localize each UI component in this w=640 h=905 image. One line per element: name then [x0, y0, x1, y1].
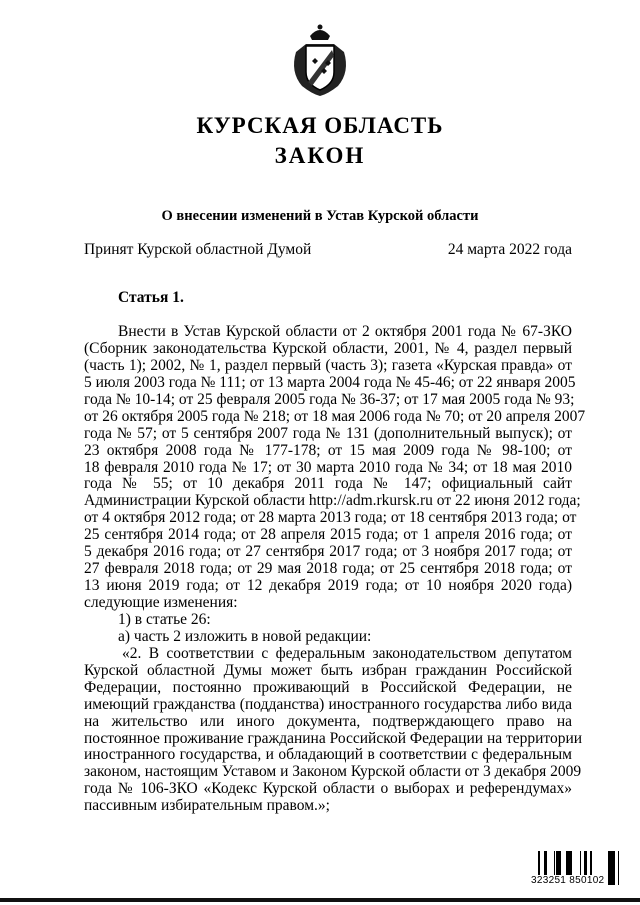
adopted-by: Принят Курской областной Думой [84, 241, 312, 258]
region-title: КУРСКАЯ ОБЛАСТЬ [196, 113, 444, 138]
text-line: года № 106-ЗКО «Кодекс Курской области о выборах и референдумах» [84, 780, 572, 798]
text-line: 5 декабря 2016 года; от 27 сентября 2017 года; от 3 ноября 2017 года; от [84, 543, 572, 561]
text-line: 18 февраля 2010 года № 17; от 30 марта 2010 года № 34; от 18 мая 2010 [84, 458, 572, 476]
text-line: 13 июня 2019 года; от 12 декабря 2019 года; от 10 ноября 2020 года) [84, 577, 572, 595]
article-heading: Статья 1. [118, 289, 184, 306]
text-line: имеющий гражданства (подданства) иностранного государства либо вида [84, 695, 572, 713]
text-line: от 4 октября 2012 года; от 28 марта 2013 года; от 18 сентября 2013 года; от [84, 509, 577, 527]
document-type: ЗАКОН [274, 143, 366, 168]
barcode-bar [611, 851, 612, 885]
law-title: О внесении изменений в Устав Курской области [161, 208, 479, 224]
text-line: законом, настоящим Уставом и Законом Курской области от 3 декабря 2009 [84, 763, 582, 781]
text-line: на жительство или иного документа, подтверждающего право на [84, 712, 572, 730]
text-line: «2. В соответствии с федеральным законодательством депутатом [122, 644, 572, 662]
barcode-bar [612, 851, 615, 885]
text-line: 25 сентября 2014 года; от 28 апреля 2015 года; от 1 апреля 2016 года; от [84, 526, 572, 544]
text-line: 5 июля 2003 года № 111; от 13 марта 2004 года № 45-46; от 22 января 2005 [84, 373, 576, 391]
text-line: (часть 1); 2002, № 1, раздел первый (часть 3); газета «Курская правда» от [84, 356, 572, 374]
text-line: пассивным избирательным правом.»; [84, 797, 330, 815]
barcode-number: 323251 850102 [531, 875, 605, 886]
coat-of-arms-icon [288, 22, 352, 98]
text-line: а) часть 2 изложить в новой редакции: [118, 627, 372, 645]
barcode-bar [618, 851, 619, 885]
adoption-date: 24 марта 2022 года [447, 241, 572, 258]
text-line: года № 55; от 10 декабря 2011 года № 147; официальный сайт [84, 475, 572, 493]
barcode-bar [608, 851, 609, 885]
text-line: 1) в статье 26: [118, 610, 211, 628]
text-line: от 26 октября 2005 года № 218; от 18 мая 2006 года № 70; от 20 апреля 2007 [84, 407, 586, 425]
article-body [84, 323, 586, 815]
text-line: (Сборник законодательства Курской области, 2001, № 4, раздел первый [84, 339, 572, 357]
text-line: 27 февраля 2018 года; от 29 мая 2018 года; от 25 сентября 2018 года; от [84, 560, 572, 578]
text-line: постоянное проживание гражданина Российской Федерации на территории [84, 729, 583, 747]
text-line: 23 октября 2008 года № 177-178; от 15 мая 2009 года № 98-100; от [84, 441, 572, 459]
text-line: Администрации Курской области http://adm.rkursk.ru от 22 июня 2012 года; [84, 492, 581, 510]
scan-edge [0, 898, 640, 902]
text-line: иностранного государства, и обладающий в соответствии с федеральным [84, 746, 572, 764]
text-line: Внести в Устав Курской области от 2 октября 2001 года № 67-ЗКО [118, 323, 572, 340]
text-line: Курской областной Думы может быть избран гражданин Российской [84, 661, 572, 679]
text-line: года № 10-14; от 25 февраля 2005 года № 36-37; от 17 мая 2005 года № 93; [84, 390, 575, 408]
text-line: следующие изменения: [84, 594, 238, 611]
text-line: Федерации, постоянно проживающий в Российской Федерации, не [84, 678, 572, 696]
text-line: года № 57; от 5 сентября 2007 года № 131 (дополнительный выпуск); от [84, 424, 572, 442]
barcode-bar [609, 851, 611, 885]
